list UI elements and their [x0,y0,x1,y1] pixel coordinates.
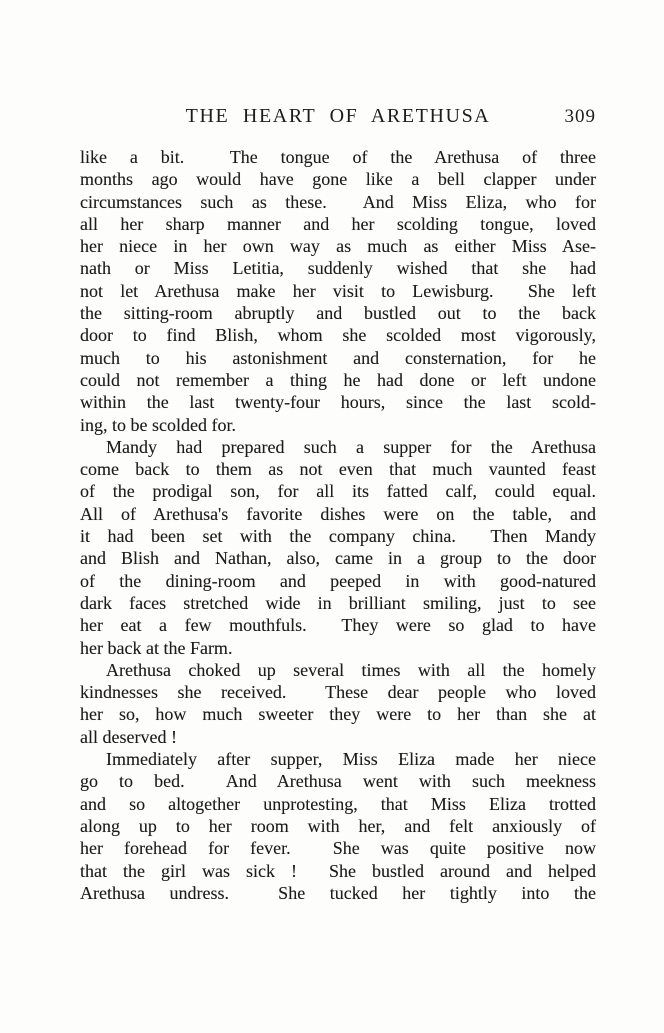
text-line: and Blish and Nathan, also, came in a group to the door [80,548,596,569]
text-line: Arethusa choked up several times with all the homely [106,659,596,680]
text-line: much to his astonishment and consternation, for he [80,347,596,368]
text-line: her forehead for fever. She was quite positive now [80,838,596,859]
text-line: like a bit. The tongue of the Arethusa of three [80,147,596,167]
text-line: door to find Blish, whom she scolded most vigorously, [80,325,596,346]
text-line: nath or Miss Letitia, suddenly wished that she had [80,258,596,279]
running-head [80,105,596,131]
text-line: of the prodigal son, for all its fatted calf, could equal. [80,481,596,502]
page-title: THE HEART OF ARETHUSA [185,105,491,127]
text-line: months ago would have gone like a bell clapper under [80,169,596,190]
text-line: of the dining-room and peeped in with good-natured [80,570,596,591]
text-line: could not remember a thing he had done or left undone [80,369,596,390]
text-line: not let Arethusa make her visit to Lewisburg. She left [80,280,596,301]
text-line: and so altogether unprotesting, that Miss Eliza trotted [80,793,596,814]
text-line: her eat a few mouthfuls. They were so glad to have [80,615,596,636]
text-line: within the last twenty-four hours, since the last scold- [80,392,596,413]
text-line: ing, to be scolded for. [80,414,236,435]
text-line: her back at the Farm. [80,637,233,658]
text-line: dark faces stretched wide in brilliant smiling, just to see [80,592,596,613]
text-line: all deserved ! [80,726,177,747]
text-line: along up to her room with her, and felt anxiously of [80,815,596,836]
page-text [80,146,596,904]
text-line: circumstances such as these. And Miss Eliza, who for [80,191,596,212]
text-line: all her sharp manner and her scolding tongue, loved [80,213,596,234]
page-number: 309 [564,106,596,127]
text-line: kindnesses she received. These dear people who loved [80,682,596,703]
text-line: it had been set with the company china. Then Mandy [80,526,596,547]
text-line: Arethusa undress. She tucked her tightly into the [80,882,596,903]
text-line: her so, how much sweeter they were to her than she at [80,704,596,725]
text-line: Immediately after supper, Miss Eliza made her niece [106,749,596,770]
text-line: the sitting-room abruptly and bustled out to the back [80,303,596,324]
text-line: her niece in her own way as much as either Miss Ase- [80,236,596,257]
text-line: go to bed. And Arethusa went with such meekness [80,771,596,792]
text-line: Mandy had prepared such a supper for the Arethusa [106,436,596,457]
text-line: that the girl was sick ! She bustled around and helped [80,860,596,881]
text-line: come back to them as not even that much vaunted feast [80,459,596,480]
text-line: All of Arethusa's favorite dishes were on the table, and [80,503,596,524]
